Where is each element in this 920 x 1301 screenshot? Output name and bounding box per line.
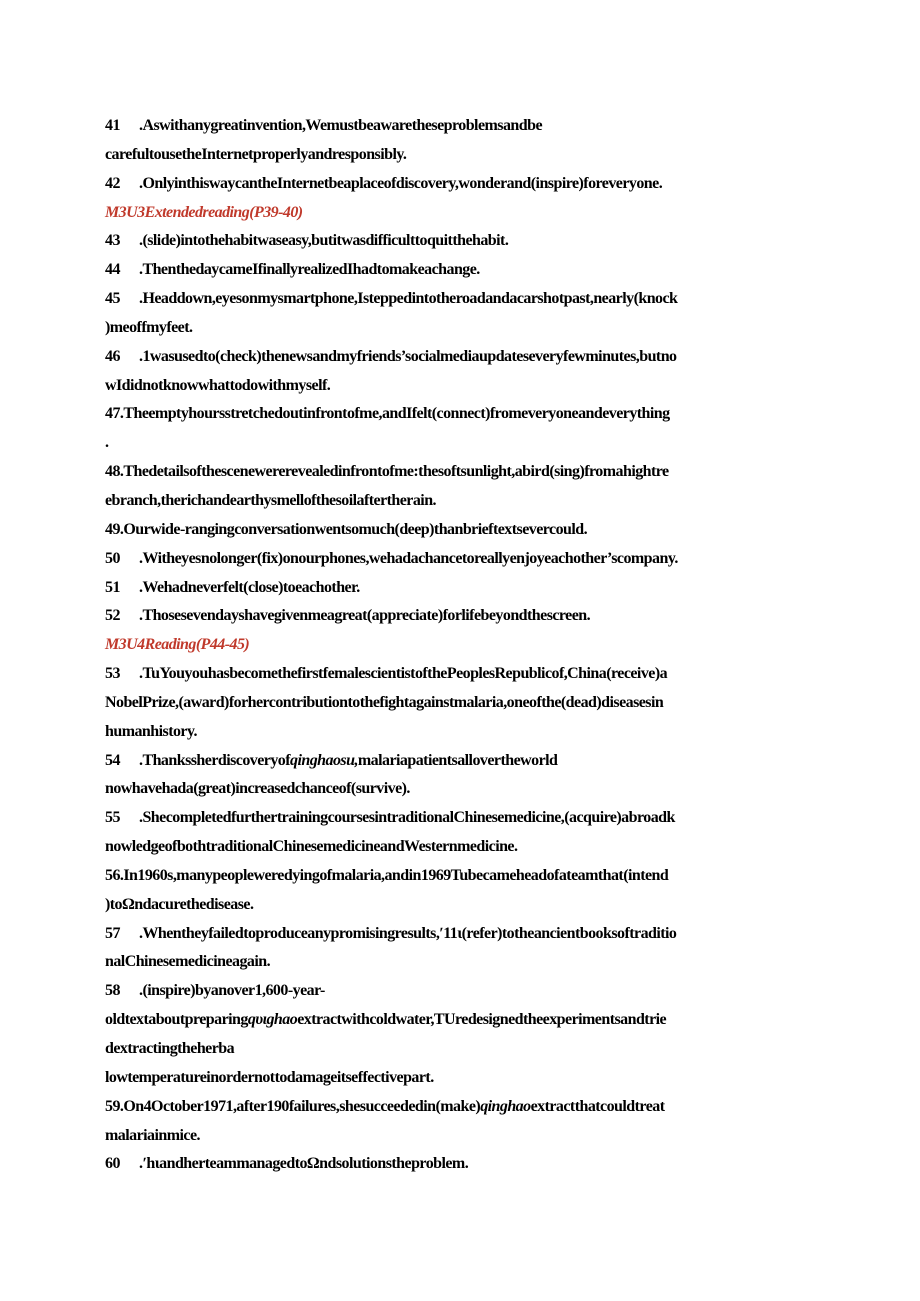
sentence-text: nowledgeofbothtraditionalChinesemedicineandWesternmedicine. xyxy=(105,838,518,856)
text-line xyxy=(105,833,825,862)
question-number: 50 xyxy=(105,549,120,567)
text-line xyxy=(105,660,825,689)
sentence-text: .ʹhιandherteammanagedtoΩndsolutionstheproblem. xyxy=(139,1155,469,1173)
text-line xyxy=(105,429,825,458)
text-line xyxy=(105,516,825,545)
text-line xyxy=(105,1122,825,1151)
text-line xyxy=(105,977,825,1006)
question-number: 51 xyxy=(105,578,120,596)
sentence-text: extractwithcoldwater,TUredesignedtheexperimentsandtrie xyxy=(297,1011,667,1029)
sentence-text: .(slide)intothehabitwaseasy,butitwasdifficulttoquitthehabit. xyxy=(139,232,509,250)
document-page xyxy=(105,112,825,1179)
text-line xyxy=(105,1035,825,1064)
sentence-text: nalChinesemedicineagain. xyxy=(105,953,271,971)
text-line xyxy=(105,948,825,977)
text-line xyxy=(105,920,825,949)
text-line xyxy=(105,256,825,285)
sentence-text: .Witheyesnolonger(fix)onourphones,wehadachancetoreallyenjoyeachother’scompany. xyxy=(139,549,678,567)
text-line xyxy=(105,804,825,833)
sentence-text: .Whentheyfailedtoproduceanypromisingresults,ʹ11ι(refer)totheancientbooksoftraditio xyxy=(139,924,677,942)
sentence-text: 48.Thedetailsofthescenewererevealedinfrontofme:thesoftsunlight,abird(sing)fromahightre xyxy=(105,463,669,481)
question-number: 52 xyxy=(105,607,120,625)
italic-term: qυιghao xyxy=(247,1011,298,1029)
text-line xyxy=(105,718,825,747)
question-number: 57 xyxy=(105,924,120,942)
sentence-text: nowhavehada(great)increasedchanceof(survive). xyxy=(105,780,410,798)
text-line xyxy=(105,487,825,516)
text-line xyxy=(105,314,825,343)
text-line xyxy=(105,545,825,574)
question-number: 41 xyxy=(105,117,120,134)
sentence-text: .1wasusedto(check)thenewsandmyfriends’socialmediaupdateseveryfewminutes,butno xyxy=(139,347,677,365)
sentence-text: )toΩndacurethedisease. xyxy=(105,895,254,913)
italic-term: qinghaosu, xyxy=(290,751,358,769)
sentence-text: )meoffmyfeet. xyxy=(105,318,193,336)
text-line xyxy=(105,458,825,487)
text-line xyxy=(105,574,825,603)
text-line xyxy=(105,602,825,631)
text-line xyxy=(105,1064,825,1093)
sentence-text: malariainmice. xyxy=(105,1126,200,1144)
question-number: 60 xyxy=(105,1155,120,1173)
sentence-text: . xyxy=(105,434,109,452)
sentence-text: oldtextaboutpreparing xyxy=(105,1011,248,1029)
italic-term: qinghao xyxy=(480,1097,531,1115)
section-heading: M3U3Extendedreading(P39-40) xyxy=(105,203,303,221)
sentence-text: wIdidnotknowwhattodowithmyself. xyxy=(105,376,331,394)
sentence-text: dextractingtheherba xyxy=(105,1040,235,1057)
text-line xyxy=(105,862,825,891)
question-number: 44 xyxy=(105,261,120,279)
sentence-text: extractthatcouldtreat xyxy=(530,1097,665,1115)
text-line xyxy=(105,112,825,141)
text-line xyxy=(105,891,825,920)
sentence-text: .(inspire)byanover1,600-year- xyxy=(139,982,325,1000)
sentence-text: .Aswithanygreatinvention,Wemustbeawaretheseproblemsandbe xyxy=(139,117,542,134)
sentence-text: 56.In1960s,manypeopleweredyingofmalaria,andin1969Tubecameheadofateamthat(intend xyxy=(105,866,669,884)
sentence-text: 47.Theemptyhoursstretchedoutinfrontofme,andIfelt(connect)fromeveryoneandeverything xyxy=(105,405,670,423)
sentence-text: .Headdown,eyesonmysmartphone,Isteppedintotheroadandacarshotpast,nearly(knock xyxy=(139,290,678,308)
text-line xyxy=(105,285,825,314)
text-line xyxy=(105,372,825,401)
sentence-text: .Thankssherdiscoveryof xyxy=(139,751,291,769)
question-number: 42 xyxy=(105,174,120,192)
sentence-text: 49.Ourwide-rangingconversationwentsomuch(deep)thanbrieftextsevercould. xyxy=(105,520,588,538)
sentence-text: .OnlyinthiswaycantheInternetbeaplaceofdiscovery,wonderand(inspire)foreveryone. xyxy=(139,174,663,192)
question-number: 54 xyxy=(105,751,120,769)
sentence-text: .Wehadneverfelt(close)toeachother. xyxy=(139,578,360,596)
sentence-text: .Thosesevendayshavegivenmeagreat(appreciate)forlifebeyondthescreen. xyxy=(139,607,591,625)
text-line xyxy=(105,170,825,199)
sentence-text: 59.On4October1971,after190failures,shesucceededin(make) xyxy=(105,1097,481,1115)
sentence-text: malariapatientsallovertheworld xyxy=(357,751,558,769)
sentence-text: lowtemperatureinordernottodamageitseffectivepart. xyxy=(105,1068,434,1086)
sentence-text: .ShecompletedfurthertrainingcoursesintraditionalChinesemedicine,(acquire)abroadk xyxy=(139,809,675,827)
text-line xyxy=(105,400,825,429)
question-number: 46 xyxy=(105,347,120,365)
question-number: 45 xyxy=(105,290,120,308)
text-line xyxy=(105,1093,825,1122)
sentence-text: .ThenthedaycameIfinallyrealizedIhadtomakeachange. xyxy=(139,261,480,279)
text-line xyxy=(105,1006,825,1035)
sentence-text: carefultousetheInternetproperlyandresponsibly. xyxy=(105,145,407,163)
text-line xyxy=(105,141,825,170)
question-number: 43 xyxy=(105,232,120,250)
question-number: 58 xyxy=(105,982,120,1000)
text-line xyxy=(105,1150,825,1179)
text-line xyxy=(105,775,825,804)
question-number: 53 xyxy=(105,665,120,683)
question-number: 55 xyxy=(105,809,120,827)
text-line xyxy=(105,343,825,372)
section-heading: M3U4Reading(P44-45) xyxy=(105,636,250,654)
text-line xyxy=(105,747,825,776)
sentence-text: humanhistory. xyxy=(105,722,197,740)
text-line xyxy=(105,689,825,718)
text-line xyxy=(105,227,825,256)
sentence-text: .TuYouyouhasbecomethefirstfemalescientistofthePeoplesRepublicof,China(receive)a xyxy=(139,665,668,683)
sentence-text: NobelPrize,(award)forhercontributiontothefightagainstmalaria,oneofthe(dead)diseasesin xyxy=(105,693,664,711)
sentence-text: ebranch,therichandearthysmellofthesoilaftertherain. xyxy=(105,491,437,509)
